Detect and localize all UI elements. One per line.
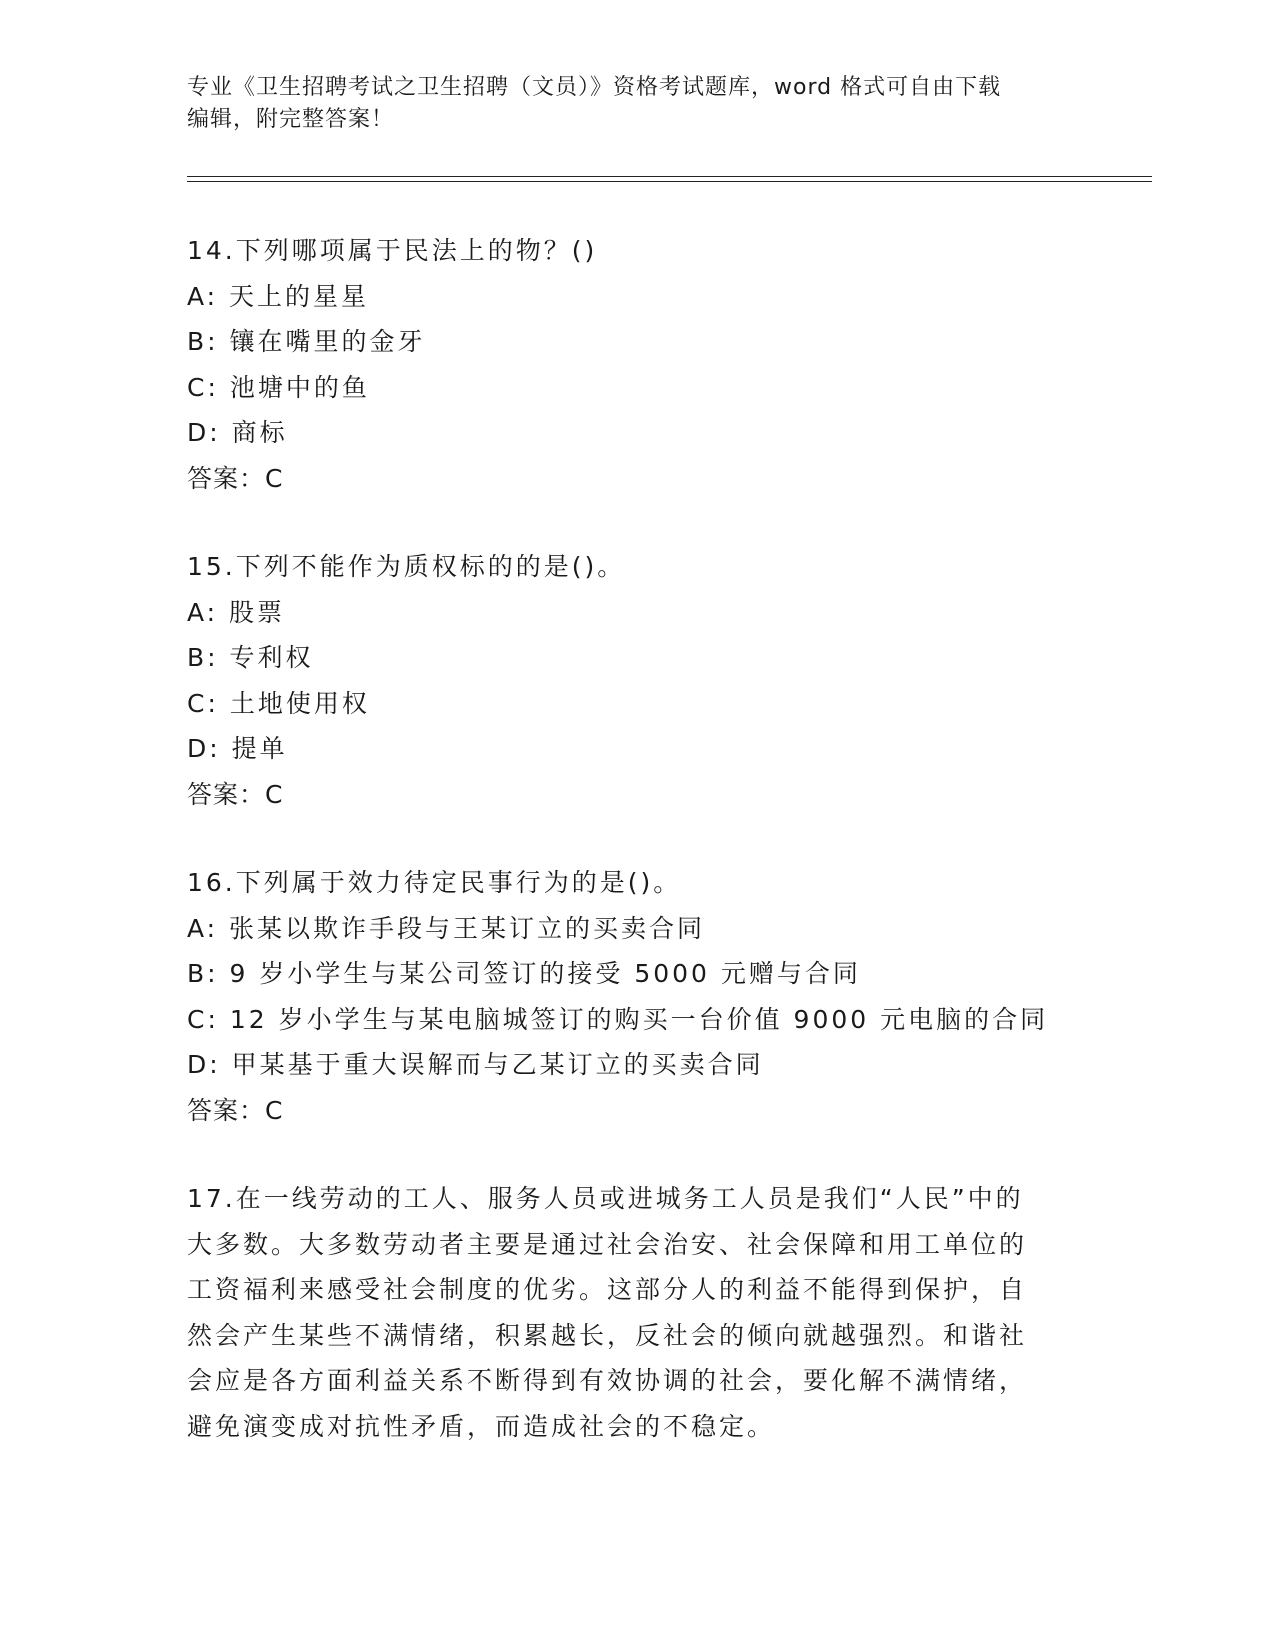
option-d: D: 提单 (187, 734, 288, 763)
answer: 答案：C (187, 1095, 284, 1125)
option-d: D: 商标 (187, 418, 288, 447)
paragraph-line: 会应是各方面利益关系不断得到有效协调的社会，要化解不满情绪， (187, 1366, 1028, 1395)
option-a: A: 张某以欺诈手段与王某订立的买卖合同 (187, 913, 706, 943)
option-c: C: 池塘中的鱼 (187, 372, 370, 402)
option-d: D: 甲某基于重大误解而与乙某订立的买卖合同 (187, 1050, 764, 1079)
question-14 (187, 228, 1087, 501)
option-a: A: 股票 (187, 597, 286, 627)
option-b: B: 镶在嘴里的金牙 (187, 327, 426, 356)
paragraph-line: 17.在一线劳动的工人、服务人员或进城务工人员是我们“人民”中的 (187, 1184, 1024, 1213)
question-17-text (187, 1176, 1067, 1449)
header-line-1: 专业《卫生招聘考试之卫生招聘（文员）》资格考试题库，word 格式可自由下载 (187, 75, 1002, 100)
question-15 (187, 544, 1087, 817)
header-divider-bottom (187, 181, 1152, 182)
option-c: C: 土地使用权 (187, 688, 370, 718)
answer: 答案：C (187, 779, 284, 809)
question-stem: 14.下列哪项属于民法上的物？() (187, 236, 598, 265)
paragraph-line: 然会产生某些不满情绪，积累越长，反社会的倾向就越强烈。和谐社 (187, 1320, 1028, 1350)
header-line-2: 编辑，附完整答案！ (187, 107, 395, 132)
paragraph-line: 大多数。大多数劳动者主要是通过社会治安、社会保障和用工单位的 (187, 1229, 1028, 1259)
document-header (187, 72, 1087, 136)
question-stem: 15.下列不能作为质权标的的是()。 (187, 552, 626, 581)
question-16 (187, 860, 1087, 1133)
option-a: A: 天上的星星 (187, 281, 370, 311)
question-17 (187, 1176, 1087, 1449)
answer: 答案：C (187, 463, 284, 493)
paragraph-line: 工资福利来感受社会制度的优劣。这部分人的利益不能得到保护，自 (187, 1275, 1028, 1304)
option-b: B: 专利权 (187, 643, 314, 672)
question-stem: 16.下列属于效力待定民事行为的是()。 (187, 868, 682, 897)
header-divider-top (187, 176, 1152, 177)
option-b: B: 9 岁小学生与某公司签订的接受 5000 元赠与合同 (187, 959, 861, 988)
paragraph-line: 避免演变成对抗性矛盾，而造成社会的不稳定。 (187, 1411, 776, 1441)
option-c: C: 12 岁小学生与某电脑城签订的购买一台价值 9000 元电脑的合同 (187, 1004, 1049, 1034)
